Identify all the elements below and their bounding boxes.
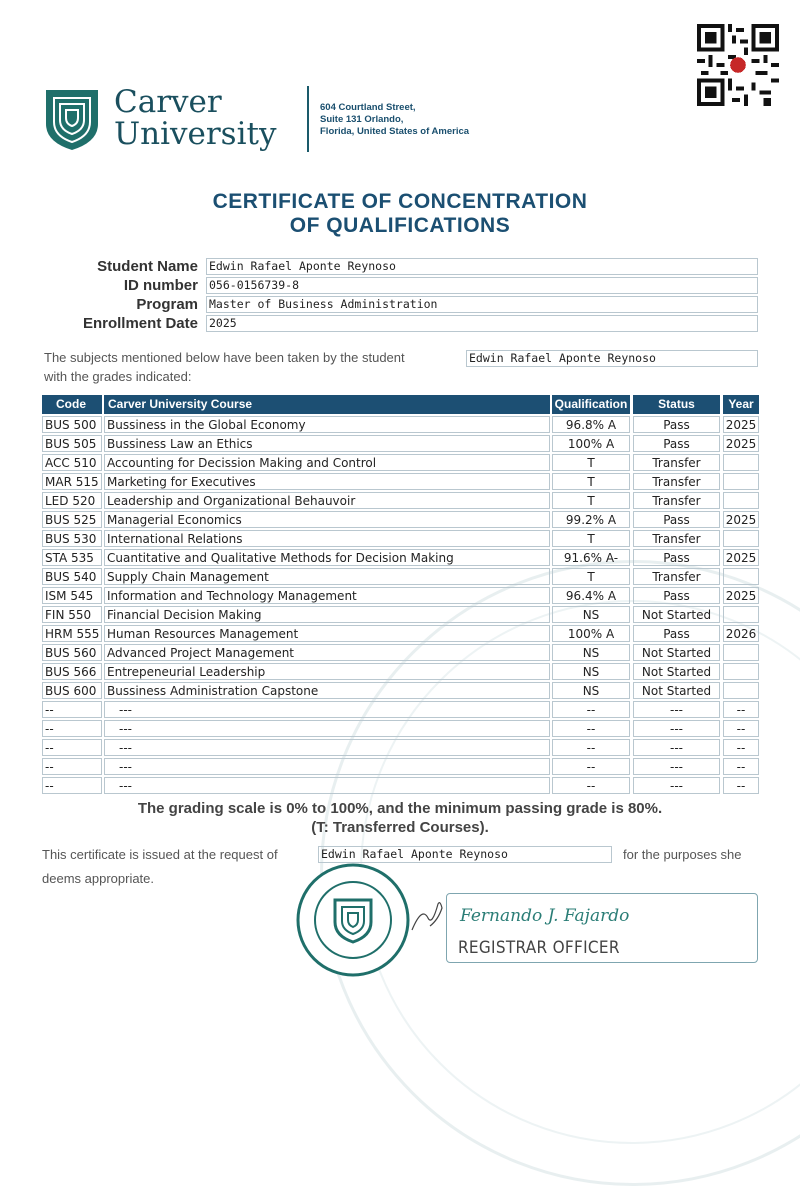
table-cell-status: Pass (633, 416, 720, 433)
column-header-status: Status (633, 395, 720, 414)
table-cell-status: Not Started (633, 682, 720, 699)
table-cell-code: BUS 560 (42, 644, 102, 661)
table-cell-status: Pass (633, 511, 720, 528)
table-cell-year: -- (723, 701, 759, 718)
table-cell-course: --- (104, 758, 550, 775)
table-cell-course: Entrepeneurial Leadership (104, 663, 550, 680)
table-cell-status: Pass (633, 625, 720, 642)
table-cell-status: --- (633, 720, 720, 737)
table-cell-course: Information and Technology Management (104, 587, 550, 604)
table-cell-year (723, 473, 759, 490)
table-cell-year (723, 606, 759, 623)
table-cell-status: Transfer (633, 530, 720, 547)
table-cell-status: Transfer (633, 492, 720, 509)
id-number-field: 056-0156739-8 (206, 277, 758, 294)
table-cell-code: -- (42, 720, 102, 737)
table-cell-status: --- (633, 777, 720, 794)
enrollment-date-label: Enrollment Date (82, 315, 198, 332)
id-number-label: ID number (123, 277, 198, 294)
table-cell-course: --- (104, 739, 550, 756)
table-cell-year (723, 682, 759, 699)
closing-student-name: Edwin Rafael Aponte Reynoso (318, 846, 612, 863)
table-cell-status: --- (633, 739, 720, 756)
transferred-note: (T: Transferred Courses). (311, 819, 489, 836)
table-cell-year: 2026 (723, 625, 759, 642)
table-cell-course: Accounting for Decission Making and Control (104, 454, 550, 471)
registrar-seal-icon (295, 862, 411, 978)
table-cell-status: Transfer (633, 454, 720, 471)
table-cell-status: Not Started (633, 644, 720, 661)
table-cell-year (723, 454, 759, 471)
university-logo-icon (42, 86, 102, 152)
registrar-name: Fernando J. Fajardo (460, 906, 630, 926)
table-cell-status: --- (633, 701, 720, 718)
table-cell-qual: 96.8% A (552, 416, 630, 433)
table-cell-course: Supply Chain Management (104, 568, 550, 585)
table-cell-status: Transfer (633, 568, 720, 585)
table-cell-status: Pass (633, 587, 720, 604)
table-cell-course: Human Resources Management (104, 625, 550, 642)
qr-code-icon (697, 24, 779, 106)
table-cell-qual: -- (552, 701, 630, 718)
table-cell-qual: T (552, 454, 630, 471)
column-header-code: Code (42, 395, 102, 414)
table-cell-year (723, 568, 759, 585)
intro-student-name: Edwin Rafael Aponte Reynoso (466, 350, 758, 367)
address-line1: 604 Courtland Street, (320, 102, 416, 113)
table-cell-code: BUS 530 (42, 530, 102, 547)
student-name-label: Student Name (97, 258, 198, 275)
table-cell-status: Not Started (633, 663, 720, 680)
table-cell-qual: NS (552, 682, 630, 699)
program-label: Program (136, 296, 198, 313)
table-cell-qual: NS (552, 606, 630, 623)
table-cell-year (723, 530, 759, 547)
table-cell-code: -- (42, 777, 102, 794)
university-name (114, 86, 276, 150)
table-cell-year: -- (723, 758, 759, 775)
table-cell-qual: 99.2% A (552, 511, 630, 528)
table-cell-code: BUS 500 (42, 416, 102, 433)
table-cell-code: BUS 600 (42, 682, 102, 699)
registrar-title: REGISTRAR OFFICER (458, 938, 620, 958)
column-header-qualification: Qualification (552, 395, 630, 414)
program-field: Master of Business Administration (206, 296, 758, 313)
header-divider (307, 86, 309, 152)
table-cell-code: BUS 566 (42, 663, 102, 680)
table-cell-qual: NS (552, 644, 630, 661)
table-cell-qual: T (552, 568, 630, 585)
table-cell-course: Managerial Economics (104, 511, 550, 528)
university-address (320, 102, 469, 138)
enrollment-date-field: 2025 (206, 315, 758, 332)
column-header-course: Carver University Course (104, 395, 550, 414)
table-cell-qual: T (552, 492, 630, 509)
table-cell-year: -- (723, 777, 759, 794)
university-name-line2: University (114, 116, 277, 152)
intro-text-continued: with the grades indicated: (44, 369, 192, 384)
table-cell-year: 2025 (723, 435, 759, 452)
table-cell-course: Financial Decision Making (104, 606, 550, 623)
table-cell-status: Pass (633, 549, 720, 566)
table-cell-code: ISM 545 (42, 587, 102, 604)
table-cell-status: --- (633, 758, 720, 775)
title-line1: CERTIFICATE OF CONCENTRATION (212, 190, 588, 213)
table-cell-course: --- (104, 701, 550, 718)
table-cell-qual: NS (552, 663, 630, 680)
grading-scale-note: The grading scale is 0% to 100%, and the minimum passing grade is 80%. (137, 800, 663, 817)
closing-text-line2: deems appropriate. (42, 871, 155, 886)
table-cell-course: Leadership and Organizational Behauvoir (104, 492, 550, 509)
table-cell-year (723, 492, 759, 509)
table-cell-qual: 100% A (552, 625, 630, 642)
student-name-field: Edwin Rafael Aponte Reynoso (206, 258, 758, 275)
table-cell-status: Not Started (633, 606, 720, 623)
table-cell-year (723, 663, 759, 680)
table-cell-year: -- (723, 739, 759, 756)
table-cell-code: LED 520 (42, 492, 102, 509)
table-cell-code: STA 535 (42, 549, 102, 566)
table-cell-course: International Relations (104, 530, 550, 547)
address-line2: Suite 131 Orlando, (320, 114, 404, 125)
table-cell-qual: -- (552, 739, 630, 756)
table-cell-course: Bussiness Administration Capstone (104, 682, 550, 699)
table-cell-qual: 91.6% A- (552, 549, 630, 566)
table-cell-course: --- (104, 777, 550, 794)
table-cell-year: -- (723, 720, 759, 737)
intro-text: The subjects mentioned below have been taken by the student (44, 350, 405, 365)
table-cell-code: BUS 540 (42, 568, 102, 585)
university-name-line1: Carver (114, 84, 222, 120)
certificate-title (0, 190, 800, 238)
table-cell-qual: -- (552, 720, 630, 737)
table-cell-status: Transfer (633, 473, 720, 490)
closing-text-after: for the purposes she (623, 847, 742, 862)
table-cell-qual: T (552, 473, 630, 490)
table-cell-code: HRM 555 (42, 625, 102, 642)
table-cell-year: 2025 (723, 416, 759, 433)
table-cell-code: ACC 510 (42, 454, 102, 471)
table-cell-code: -- (42, 758, 102, 775)
table-cell-year: 2025 (723, 587, 759, 604)
table-cell-status: Pass (633, 435, 720, 452)
table-cell-code: BUS 525 (42, 511, 102, 528)
table-cell-qual: 96.4% A (552, 587, 630, 604)
table-cell-code: BUS 505 (42, 435, 102, 452)
table-cell-course: Advanced Project Management (104, 644, 550, 661)
table-cell-qual: -- (552, 758, 630, 775)
table-cell-qual: T (552, 530, 630, 547)
title-line2: OF QUALIFICATIONS (289, 214, 511, 237)
table-cell-year: 2025 (723, 549, 759, 566)
table-cell-code: -- (42, 701, 102, 718)
table-cell-code: -- (42, 739, 102, 756)
table-cell-year: 2025 (723, 511, 759, 528)
table-cell-qual: -- (552, 777, 630, 794)
table-cell-year (723, 644, 759, 661)
table-cell-course: Marketing for Executives (104, 473, 550, 490)
column-header-year: Year (723, 395, 759, 414)
table-cell-code: MAR 515 (42, 473, 102, 490)
table-cell-course: Bussiness Law an Ethics (104, 435, 550, 452)
closing-text: This certificate is issued at the request of (42, 847, 278, 862)
address-line3: Florida, United States of America (320, 126, 470, 137)
table-cell-qual: 100% A (552, 435, 630, 452)
table-cell-course: Bussiness in the Global Economy (104, 416, 550, 433)
table-cell-course: Cuantitative and Qualitative Methods for Decision Making (104, 549, 550, 566)
table-cell-code: FIN 550 (42, 606, 102, 623)
signature-scribble-icon (408, 896, 448, 936)
table-cell-course: --- (104, 720, 550, 737)
